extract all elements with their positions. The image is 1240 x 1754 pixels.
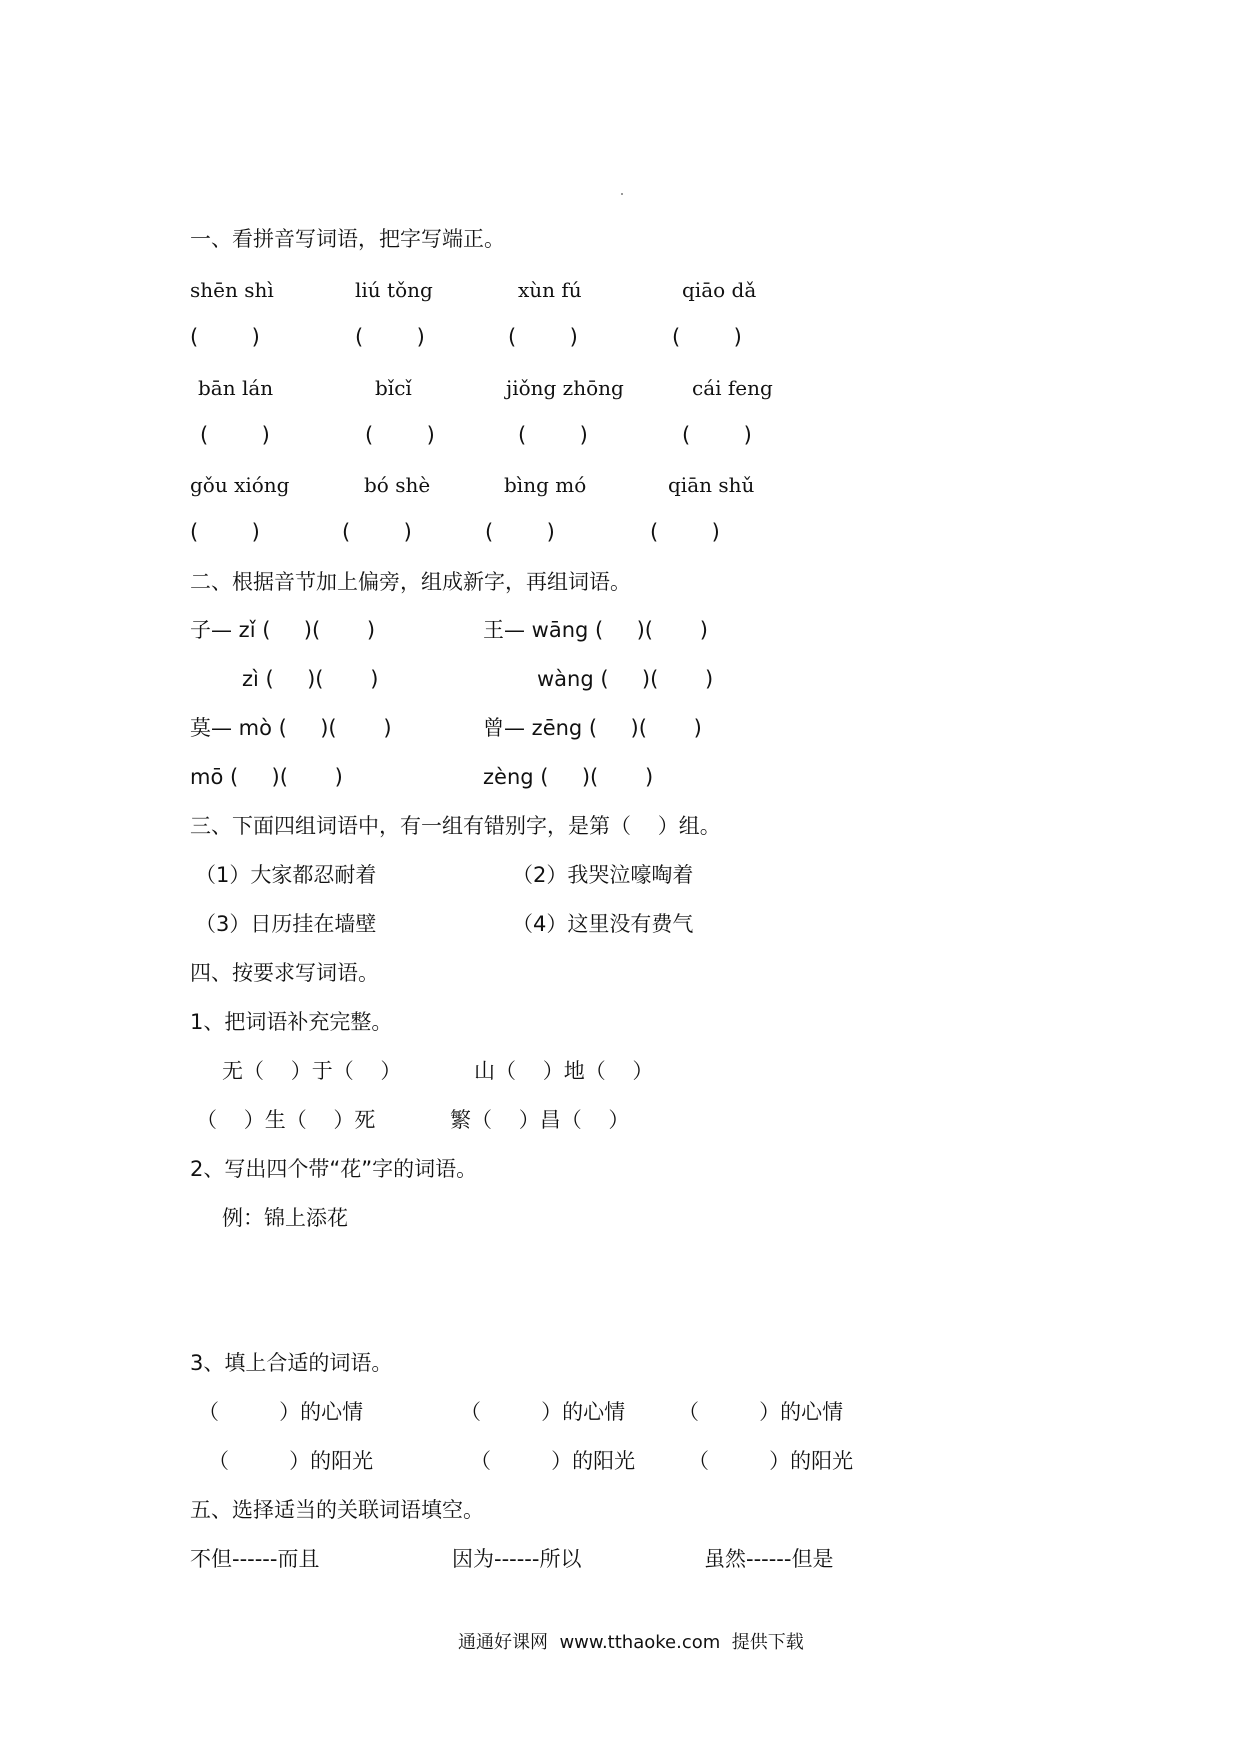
conjunction-pair: 因为------所以 (452, 1547, 582, 1571)
phrase-fill: （ ）的心情 (198, 1400, 364, 1424)
answer-blank[interactable]: ( ) (650, 520, 720, 544)
phrase-fill: （ ）的心情 (460, 1400, 626, 1424)
phrase-fill: （ ）的阳光 (688, 1449, 854, 1473)
radical-row: zèng ( )( ) (483, 765, 654, 789)
radical-row: wàng ( )( ) (537, 667, 714, 691)
conjunction-pair: 不但------而且 (190, 1547, 320, 1571)
section-2-title: 二、根据音节加上偏旁，组成新字，再组词语。 (190, 570, 631, 594)
question-3: 3、填上合适的词语。 (190, 1351, 393, 1375)
idiom-fill: （ ）生（ ）死 (196, 1108, 376, 1132)
radical-row: mō ( )( ) (190, 765, 343, 789)
pinyin-1-1: shēn shì (190, 278, 274, 302)
idiom-fill: 繁（ ）昌（ ） (450, 1108, 630, 1132)
pinyin-3-2: bó shè (364, 473, 431, 497)
answer-blank[interactable]: ( ) (342, 520, 412, 544)
answer-blank[interactable]: ( ) (355, 325, 425, 349)
phrase-fill: （ ）的阳光 (208, 1449, 374, 1473)
idiom-fill: 山（ ）地（ ） (474, 1059, 654, 1083)
example: 例：锦上添花 (222, 1206, 348, 1230)
pinyin-1-3: xùn fú (518, 278, 582, 302)
answer-blank[interactable]: ( ) (190, 520, 260, 544)
pinyin-3-4: qiān shǔ (668, 473, 755, 497)
answer-blank[interactable]: ( ) (508, 325, 578, 349)
scan-speck (621, 193, 623, 195)
option-1: （1）大家都忍耐着 (195, 863, 377, 887)
section-4-title: 四、按要求写词语。 (190, 961, 379, 985)
pinyin-2-4: cái feng (692, 376, 773, 400)
answer-blank[interactable]: ( ) (200, 423, 270, 447)
pinyin-1-4: qiāo dǎ (682, 278, 757, 302)
answer-blank[interactable]: ( ) (485, 520, 555, 544)
answer-blank[interactable]: ( ) (365, 423, 435, 447)
conjunction-pair: 虽然------但是 (704, 1547, 834, 1571)
option-2: （2）我哭泣嚎啕着 (512, 863, 694, 887)
phrase-fill: （ ）的阳光 (470, 1449, 636, 1473)
pinyin-3-3: bìng mó (504, 473, 587, 497)
idiom-fill: 无（ ）于（ ） (222, 1059, 402, 1083)
pinyin-2-3: jiǒng zhōng (506, 376, 624, 400)
phrase-fill: （ ）的心情 (678, 1400, 844, 1424)
option-3: （3）日历挂在墙壁 (195, 912, 377, 936)
option-4: （4）这里没有费气 (512, 912, 694, 936)
footer-credit: 通通好课网 www.tthaoke.com 提供下载 (458, 1632, 804, 1653)
radical-row: 王— wāng ( )( ) (483, 618, 708, 642)
answer-blank[interactable]: ( ) (518, 423, 588, 447)
radical-row: 曾— zēng ( )( ) (483, 716, 702, 740)
pinyin-1-2: liú tǒng (355, 278, 433, 302)
answer-blank[interactable]: ( ) (682, 423, 752, 447)
radical-row: 子— zǐ ( )( ) (190, 618, 376, 642)
pinyin-2-2: bǐcǐ (375, 376, 412, 400)
section-3-title: 三、下面四组词语中，有一组有错别字，是第（ ）组。 (190, 814, 721, 838)
question-2: 2、写出四个带“花”字的词语。 (190, 1157, 478, 1181)
radical-row: 莫— mò ( )( ) (190, 716, 392, 740)
answer-blank[interactable]: ( ) (672, 325, 742, 349)
section-5-title: 五、选择适当的关联词语填空。 (190, 1498, 484, 1522)
answer-blank[interactable]: ( ) (190, 325, 260, 349)
section-1-title: 一、看拼音写词语，把字写端正。 (190, 227, 505, 251)
pinyin-2-1: bān lán (198, 376, 274, 400)
radical-row: zì ( )( ) (242, 667, 379, 691)
pinyin-3-1: gǒu xióng (190, 473, 290, 497)
question-1: 1、把词语补充完整。 (190, 1010, 393, 1034)
